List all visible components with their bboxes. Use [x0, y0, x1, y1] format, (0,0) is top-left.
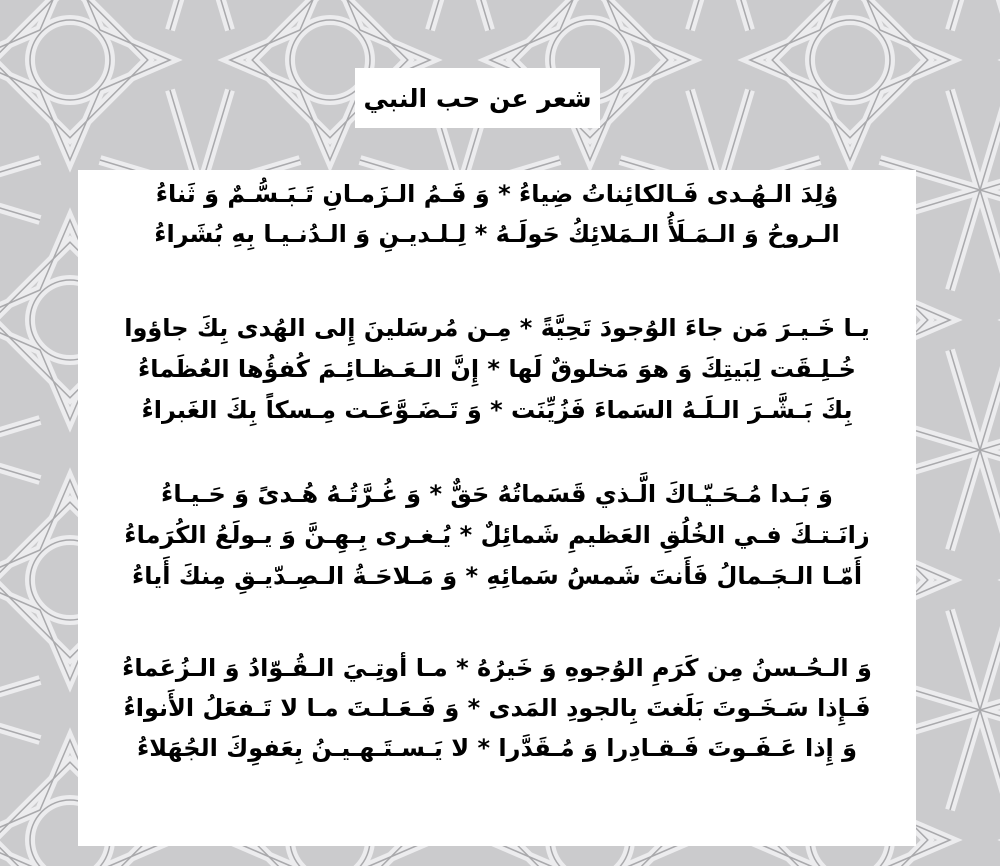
page-title: شعر عن حب النبي	[363, 83, 592, 113]
verse-line: أَمّـا الـجَـمالُ فَأَنتَ شَمسُ سَمائِهِ * وَ مَـلاحَـةُ الـصِـدّيـقِ مِنكَ أَياءُ	[131, 562, 863, 590]
verse-line: فَـإِذا سَـخَـوتَ بَلَغتَ بِالجودِ المَدى * وَ فَـعَـلـتَ مـا لا تَـفعَلُ الأَنواءُ	[123, 694, 871, 722]
title-panel	[355, 68, 600, 128]
verse-line: وَ بَـدا مُـحَـيّـاكَ الَّـذي قَسَماتُهُ حَقٌّ * وَ غُـرَّتُـهُ هُـدىً وَ حَـيـاءُ	[161, 480, 833, 508]
verse-line: خُـلِـقَت لِبَيتِكَ وَ هوَ مَخلوقٌ لَها * إِنَّ الـعَـظـائِـمَ كُفؤُها العُظَماءُ	[138, 355, 856, 383]
verse-line: وَ الـحُـسنُ مِن كَرَمِ الوُجوهِ وَ خَيرُهُ * مـا أوتِـيَ الـقُـوّادُ وَ الـزُعَماءُ	[122, 654, 872, 682]
verse-line: زانَـتـكَ فـي الخُلُقِ العَظيمِ شَمائِلٌ * يُـغـرى بِـهِـنَّ وَ يـولَعُ الكُرَماءُ	[124, 521, 870, 549]
verse-line: يـا خَـيـرَ مَن جاءَ الوُجودَ تَحِيَّةً * مِـن مُرسَلينَ إِلى الهُدى بِكَ جاؤوا	[124, 314, 870, 342]
verse-line: الـروحُ وَ الـمَـلَأُ الـمَلائِكُ حَولَـهُ * لِـلـديـنِ وَ الـدُنـيـا بِهِ بُشَراءُ	[154, 220, 840, 248]
poem-panel	[78, 170, 916, 846]
verse-line: وَ إِذا عَـفَـوتَ فَـقـادِرا وَ مُـقَدَّرا * لا يَـسـتَـهـيـنُ بِعَفوِكَ الجُهَلاءُ	[136, 734, 858, 762]
verse-line: وُلِدَ الـهُـدى فَـالكائِناتُ ضِياءُ * وَ فَـمُ الـزَمـانِ تَـبَـسُّـمٌ وَ ثَناءُ	[155, 180, 839, 208]
verse-line: بِكَ بَـشَّـرَ الـلَـهُ السَماءَ فَزُيِّنَت * وَ تَـضَـوَّعَـت مِـسكاً بِكَ الغَبراءُ	[141, 396, 853, 424]
